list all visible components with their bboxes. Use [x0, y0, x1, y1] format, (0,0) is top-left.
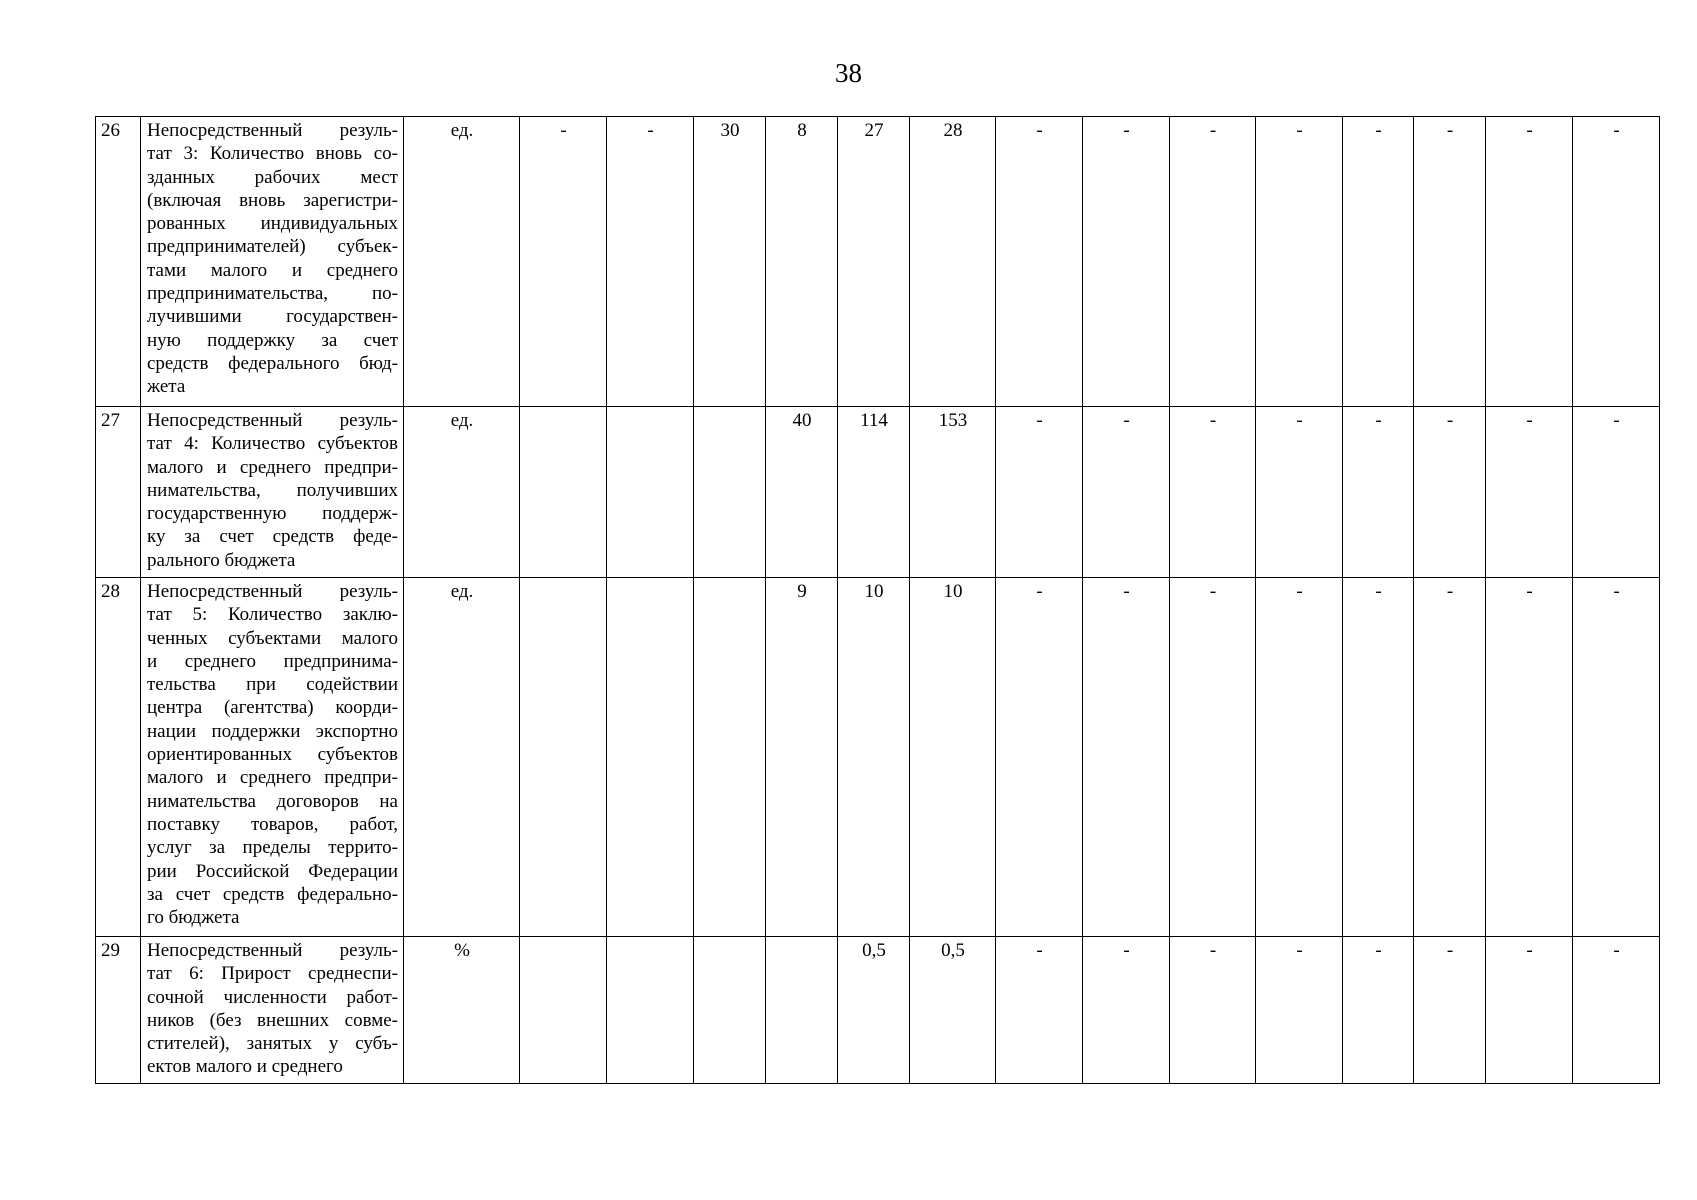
- table-row: [96, 937, 1660, 1084]
- value-cell: [520, 578, 607, 937]
- value-cell: -: [1573, 937, 1660, 1084]
- indicator-name-line: рального бюджета: [147, 549, 296, 571]
- indicator-name-line: сочной численности работ-: [147, 986, 398, 1008]
- value-cell: 114: [838, 407, 910, 578]
- indicator-name-line: Непосредственный резуль-: [147, 940, 398, 961]
- value-cell: -: [1414, 117, 1486, 407]
- value-cell: -: [1256, 937, 1343, 1084]
- indicator-name-line: стителей), занятых у субъ-: [147, 1033, 398, 1055]
- indicator-name-cell: [141, 578, 404, 937]
- value-cell: -: [1414, 407, 1486, 578]
- value-cell: -: [1414, 937, 1486, 1084]
- value-cell: [607, 937, 694, 1084]
- row-number-cell: 26: [96, 117, 141, 407]
- indicator-name-line: го бюджета: [147, 907, 240, 929]
- value-cell: -: [996, 117, 1083, 407]
- indicator-name-line: тат 3: Количество вновь со-: [147, 143, 398, 165]
- indicator-name-line: рованных индивидуальных: [147, 213, 398, 235]
- indicator-name-line: за счет средств федерально-: [147, 883, 398, 905]
- indicator-name-line: тами малого и среднего: [147, 259, 398, 281]
- value-cell: -: [1256, 578, 1343, 937]
- value-cell: -: [1083, 937, 1170, 1084]
- table-row: [96, 578, 1660, 937]
- value-cell: 8: [766, 117, 838, 407]
- indicator-name-line: малого и среднего предпри-: [147, 456, 398, 478]
- value-cell: [520, 407, 607, 578]
- value-cell: 0,5: [910, 937, 996, 1084]
- row-number-cell: 29: [96, 937, 141, 1084]
- indicator-name-line: нации поддержки экспортно: [147, 720, 398, 742]
- indicator-name-line: рии Российской Федерации: [147, 860, 398, 882]
- value-cell: -: [1573, 407, 1660, 578]
- indicator-name-line: (включая вновь зарегистри-: [147, 189, 398, 211]
- indicator-name-line: Непосредственный резуль-: [147, 410, 398, 431]
- indicator-name-line: нимательства договоров на: [147, 790, 398, 812]
- indicator-name-line: тат 4: Количество субъектов: [147, 433, 398, 455]
- value-cell: [607, 578, 694, 937]
- indicator-name-line: жета: [147, 376, 186, 398]
- indicator-name-line: ченных субъектами малого: [147, 627, 398, 649]
- value-cell: [607, 407, 694, 578]
- value-cell: -: [1573, 117, 1660, 407]
- value-cell: -: [996, 937, 1083, 1084]
- indicator-name-line: ектов малого и среднего: [147, 1056, 343, 1078]
- value-cell: -: [1343, 407, 1414, 578]
- indicator-name-line: и среднего предпринима-: [147, 650, 398, 672]
- indicator-name-line: ориентированных субъектов: [147, 744, 398, 766]
- indicator-name-cell: [141, 117, 404, 407]
- value-cell: -: [607, 117, 694, 407]
- value-cell: -: [1083, 117, 1170, 407]
- indicator-name-line: ку за счет средств феде-: [147, 526, 398, 548]
- unit-cell: ед.: [404, 578, 520, 937]
- value-cell: -: [1170, 578, 1256, 937]
- value-cell: -: [1343, 578, 1414, 937]
- indicator-name-line: тат 6: Прирост среднеспи-: [147, 963, 398, 985]
- value-cell: 153: [910, 407, 996, 578]
- indicator-name-line: ную поддержку за счет: [147, 329, 398, 351]
- indicator-name-line: лучившими государствен-: [147, 306, 398, 328]
- indicator-name-line: услуг за пределы террито-: [147, 837, 398, 859]
- indicator-name-line: нимательства, получивших: [147, 479, 398, 501]
- value-cell: 9: [766, 578, 838, 937]
- value-cell: [694, 407, 766, 578]
- indicator-name-line: поставку товаров, работ,: [147, 813, 398, 835]
- indicator-name-line: тельства при содействии: [147, 674, 398, 696]
- value-cell: -: [1486, 407, 1573, 578]
- value-cell: [694, 937, 766, 1084]
- value-cell: -: [1486, 937, 1573, 1084]
- value-cell: -: [996, 407, 1083, 578]
- value-cell: 30: [694, 117, 766, 407]
- table-row: [96, 407, 1660, 578]
- value-cell: 10: [838, 578, 910, 937]
- value-cell: 27: [838, 117, 910, 407]
- value-cell: 0,5: [838, 937, 910, 1084]
- value-cell: [694, 578, 766, 937]
- value-cell: -: [1573, 578, 1660, 937]
- indicator-name-line: зданных рабочих мест: [147, 166, 398, 188]
- row-number-cell: 27: [96, 407, 141, 578]
- table-row: [96, 117, 1660, 407]
- value-cell: -: [1486, 117, 1573, 407]
- value-cell: -: [1256, 117, 1343, 407]
- indicator-name-line: предпринимательства, по-: [147, 283, 398, 305]
- value-cell: -: [1170, 117, 1256, 407]
- value-cell: -: [1083, 407, 1170, 578]
- unit-cell: %: [404, 937, 520, 1084]
- indicator-name-line: Непосредственный резуль-: [147, 581, 398, 602]
- value-cell: -: [1170, 407, 1256, 578]
- value-cell: -: [1083, 578, 1170, 937]
- unit-cell: ед.: [404, 117, 520, 407]
- indicator-name-line: государственную поддерж-: [147, 503, 398, 525]
- value-cell: -: [1486, 578, 1573, 937]
- indicator-name-cell: [141, 937, 404, 1084]
- value-cell: -: [1170, 937, 1256, 1084]
- value-cell: 28: [910, 117, 996, 407]
- value-cell: [766, 937, 838, 1084]
- value-cell: -: [1256, 407, 1343, 578]
- value-cell: -: [1414, 578, 1486, 937]
- value-cell: 40: [766, 407, 838, 578]
- indicator-name-line: ников (без внешних совме-: [147, 1009, 398, 1031]
- row-number-cell: 28: [96, 578, 141, 937]
- indicator-name-line: Непосредственный резуль-: [147, 120, 398, 141]
- indicator-name-cell: [141, 407, 404, 578]
- value-cell: -: [1343, 117, 1414, 407]
- indicator-name-line: тат 5: Количество заклю-: [147, 604, 398, 626]
- value-cell: -: [1343, 937, 1414, 1084]
- data-table: [95, 116, 1660, 1084]
- value-cell: -: [996, 578, 1083, 937]
- page-number: 38: [835, 58, 862, 88]
- indicator-name-line: предпринимателей) субъек-: [147, 236, 398, 258]
- value-cell: 10: [910, 578, 996, 937]
- indicator-name-line: центра (агентства) коорди-: [147, 697, 398, 719]
- value-cell: [520, 937, 607, 1084]
- indicator-name-line: средств федерального бюд-: [147, 352, 398, 374]
- unit-cell: ед.: [404, 407, 520, 578]
- indicator-name-line: малого и среднего предпри-: [147, 767, 398, 789]
- value-cell: -: [520, 117, 607, 407]
